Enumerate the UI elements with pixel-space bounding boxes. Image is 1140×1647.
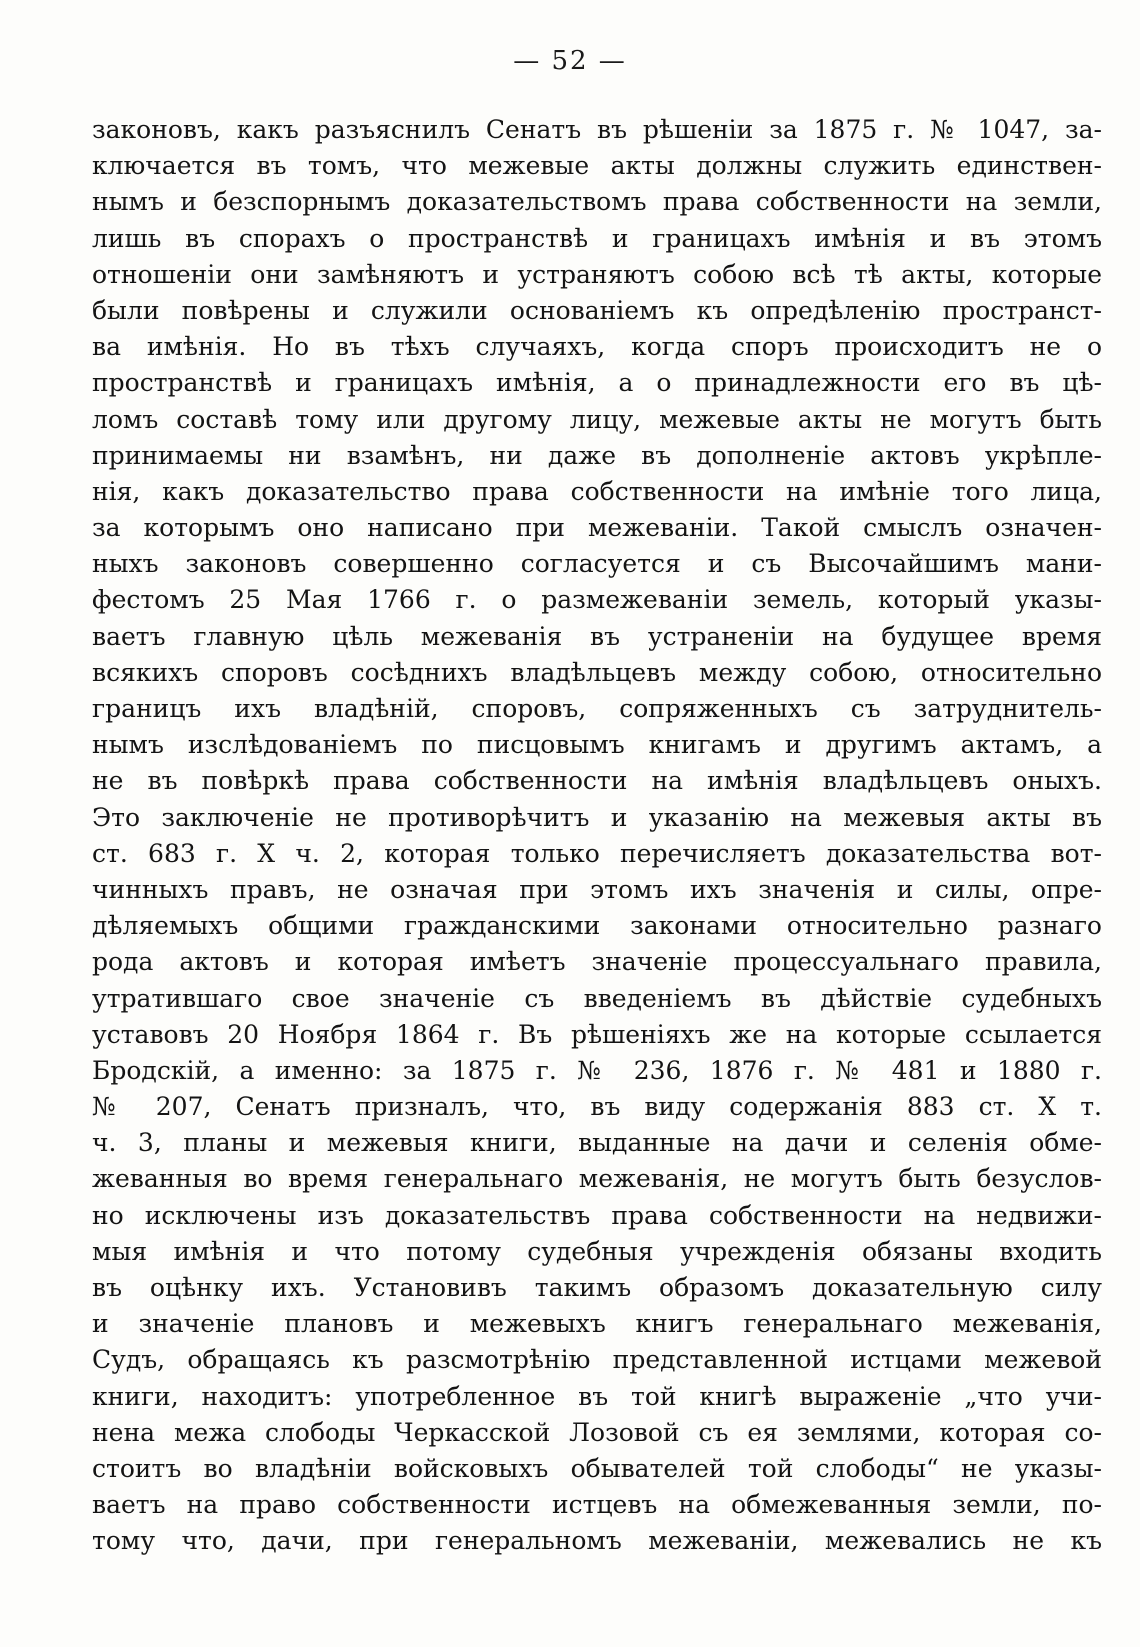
text-line: въ оцѣнку ихъ. Установивъ такимъ образомъ доказательную силу [92,1273,1102,1302]
text-line: ва имѣнія. Но въ тѣхъ случаяхъ, когда споръ происходитъ не о [92,332,1102,362]
text-line: жеванныя во время генеральнаго межеванія, не могутъ быть безуслов- [92,1164,1102,1194]
text-line: границъ ихъ владѣній, споровъ, сопряженныхъ съ затруднитель- [92,694,1102,723]
text-line: дѣляемыхъ общими гражданскими законами относительно разнаго [92,911,1102,941]
text-line: ст. 683 г. X ч. 2, которая только перечисляетъ доказательства вот- [92,838,1102,868]
text-line: но исключены изъ доказательствъ права собственности на недвижи- [92,1200,1102,1230]
text-line: Это заключеніе не противорѣчитъ и указанію на межевыя акты въ [92,802,1102,832]
text-line: ваетъ на право собственности истцевъ на обмежеванныя земли, по- [92,1490,1102,1520]
text-line: ч. 3, планы и межевыя книги, выданные на дачи и селенія обме- [92,1128,1102,1158]
text-line: пространствѣ и границахъ имѣнія, а о принадлежности его въ цѣ- [92,368,1102,398]
text-line: фестомъ 25 Мая 1766 г. о размежеваніи земель, который указы- [92,585,1102,615]
text-line: № 207, Сенатъ призналъ, что, въ виду содержанія 883 ст. X т. [92,1092,1102,1122]
text-line: утратившаго свое значеніе съ введеніемъ въ дѣйствіе судебныхъ [92,983,1102,1013]
text-line: отношеніи они замѣняютъ и устраняютъ собою всѣ тѣ акты, которые [92,259,1102,289]
text-line: тому что, дачи, при генеральномъ межеваніи, межевались не къ [92,1526,1102,1556]
text-line: ключается въ томъ, что межевые акты должны служить единствен- [92,151,1102,181]
text-line: и значеніе плановъ и межевыхъ книгъ генеральнаго межеванія, [92,1309,1102,1339]
text-line: ваетъ главную цѣль межеванія въ устраненіи на будущее время [92,621,1102,651]
text-line: мыя имѣнія и что потому судебныя учрежденія обязаны входить [92,1236,1102,1266]
text-line: чинныхъ правъ, не означая при этомъ ихъ значенія и силы, опре- [92,874,1102,904]
text-line: ныхъ законовъ совершенно согласуется и съ Высочайшимъ мани- [92,549,1102,579]
text-line: ломъ составѣ тому или другому лицу, межевые акты не могутъ быть [92,404,1102,434]
text-line: не въ повѣркѣ права собственности на имѣнія владѣльцевъ оныхъ. [92,766,1102,796]
text-line: были повѣрены и служили основаніемъ къ опредѣленію пространст- [92,295,1102,325]
page-number: — 52 — [513,46,627,76]
text-line: всякихъ споровъ сосѣднихъ владѣльцевъ между собою, относительно [92,657,1102,687]
text-line: за которымъ оно написано при межеваніи. Такой смыслъ означен- [92,513,1102,543]
text-line: нымъ изслѣдованіемъ по писцовымъ книгамъ и другимъ актамъ, а [92,730,1102,760]
body-text [92,112,1102,1560]
text-line: стоитъ во владѣніи войсковыхъ обывателей той слободы“ не указы- [92,1453,1102,1483]
text-line: законовъ, какъ разъяснилъ Сенатъ въ рѣшеніи за 1875 г. № 1047, за- [92,115,1102,144]
text-line: нымъ и безспорнымъ доказательствомъ права собственности на земли, [92,187,1102,217]
text-line: рода актовъ и которая имѣетъ значеніе процессуальнаго правила, [92,947,1102,977]
text-line: принимаемы ни взамѣнъ, ни даже въ дополненіе актовъ укрѣпле- [92,440,1102,470]
text-line: Судъ, обращаясь къ разсмотрѣнію представленной истцами межевой [92,1345,1102,1375]
text-line: лишь въ спорахъ о пространствѣ и границахъ имѣнія и въ этомъ [92,223,1102,253]
text-line: уставовъ 20 Ноября 1864 г. Въ рѣшеніяхъ же на которые ссылается [92,1019,1102,1049]
text-line: нія, какъ доказательство права собственности на имѣніе того лица, [92,476,1102,506]
text-line: нена межа слободы Черкасской Лозовой съ ея землями, которая со- [92,1417,1102,1447]
text-line: Бродскій, а именно: за 1875 г. № 236, 1876 г. № 481 и 1880 г. [92,1055,1102,1085]
text-line: книги, находитъ: употребленное въ той книгѣ выраженіе „что учи- [92,1381,1102,1411]
